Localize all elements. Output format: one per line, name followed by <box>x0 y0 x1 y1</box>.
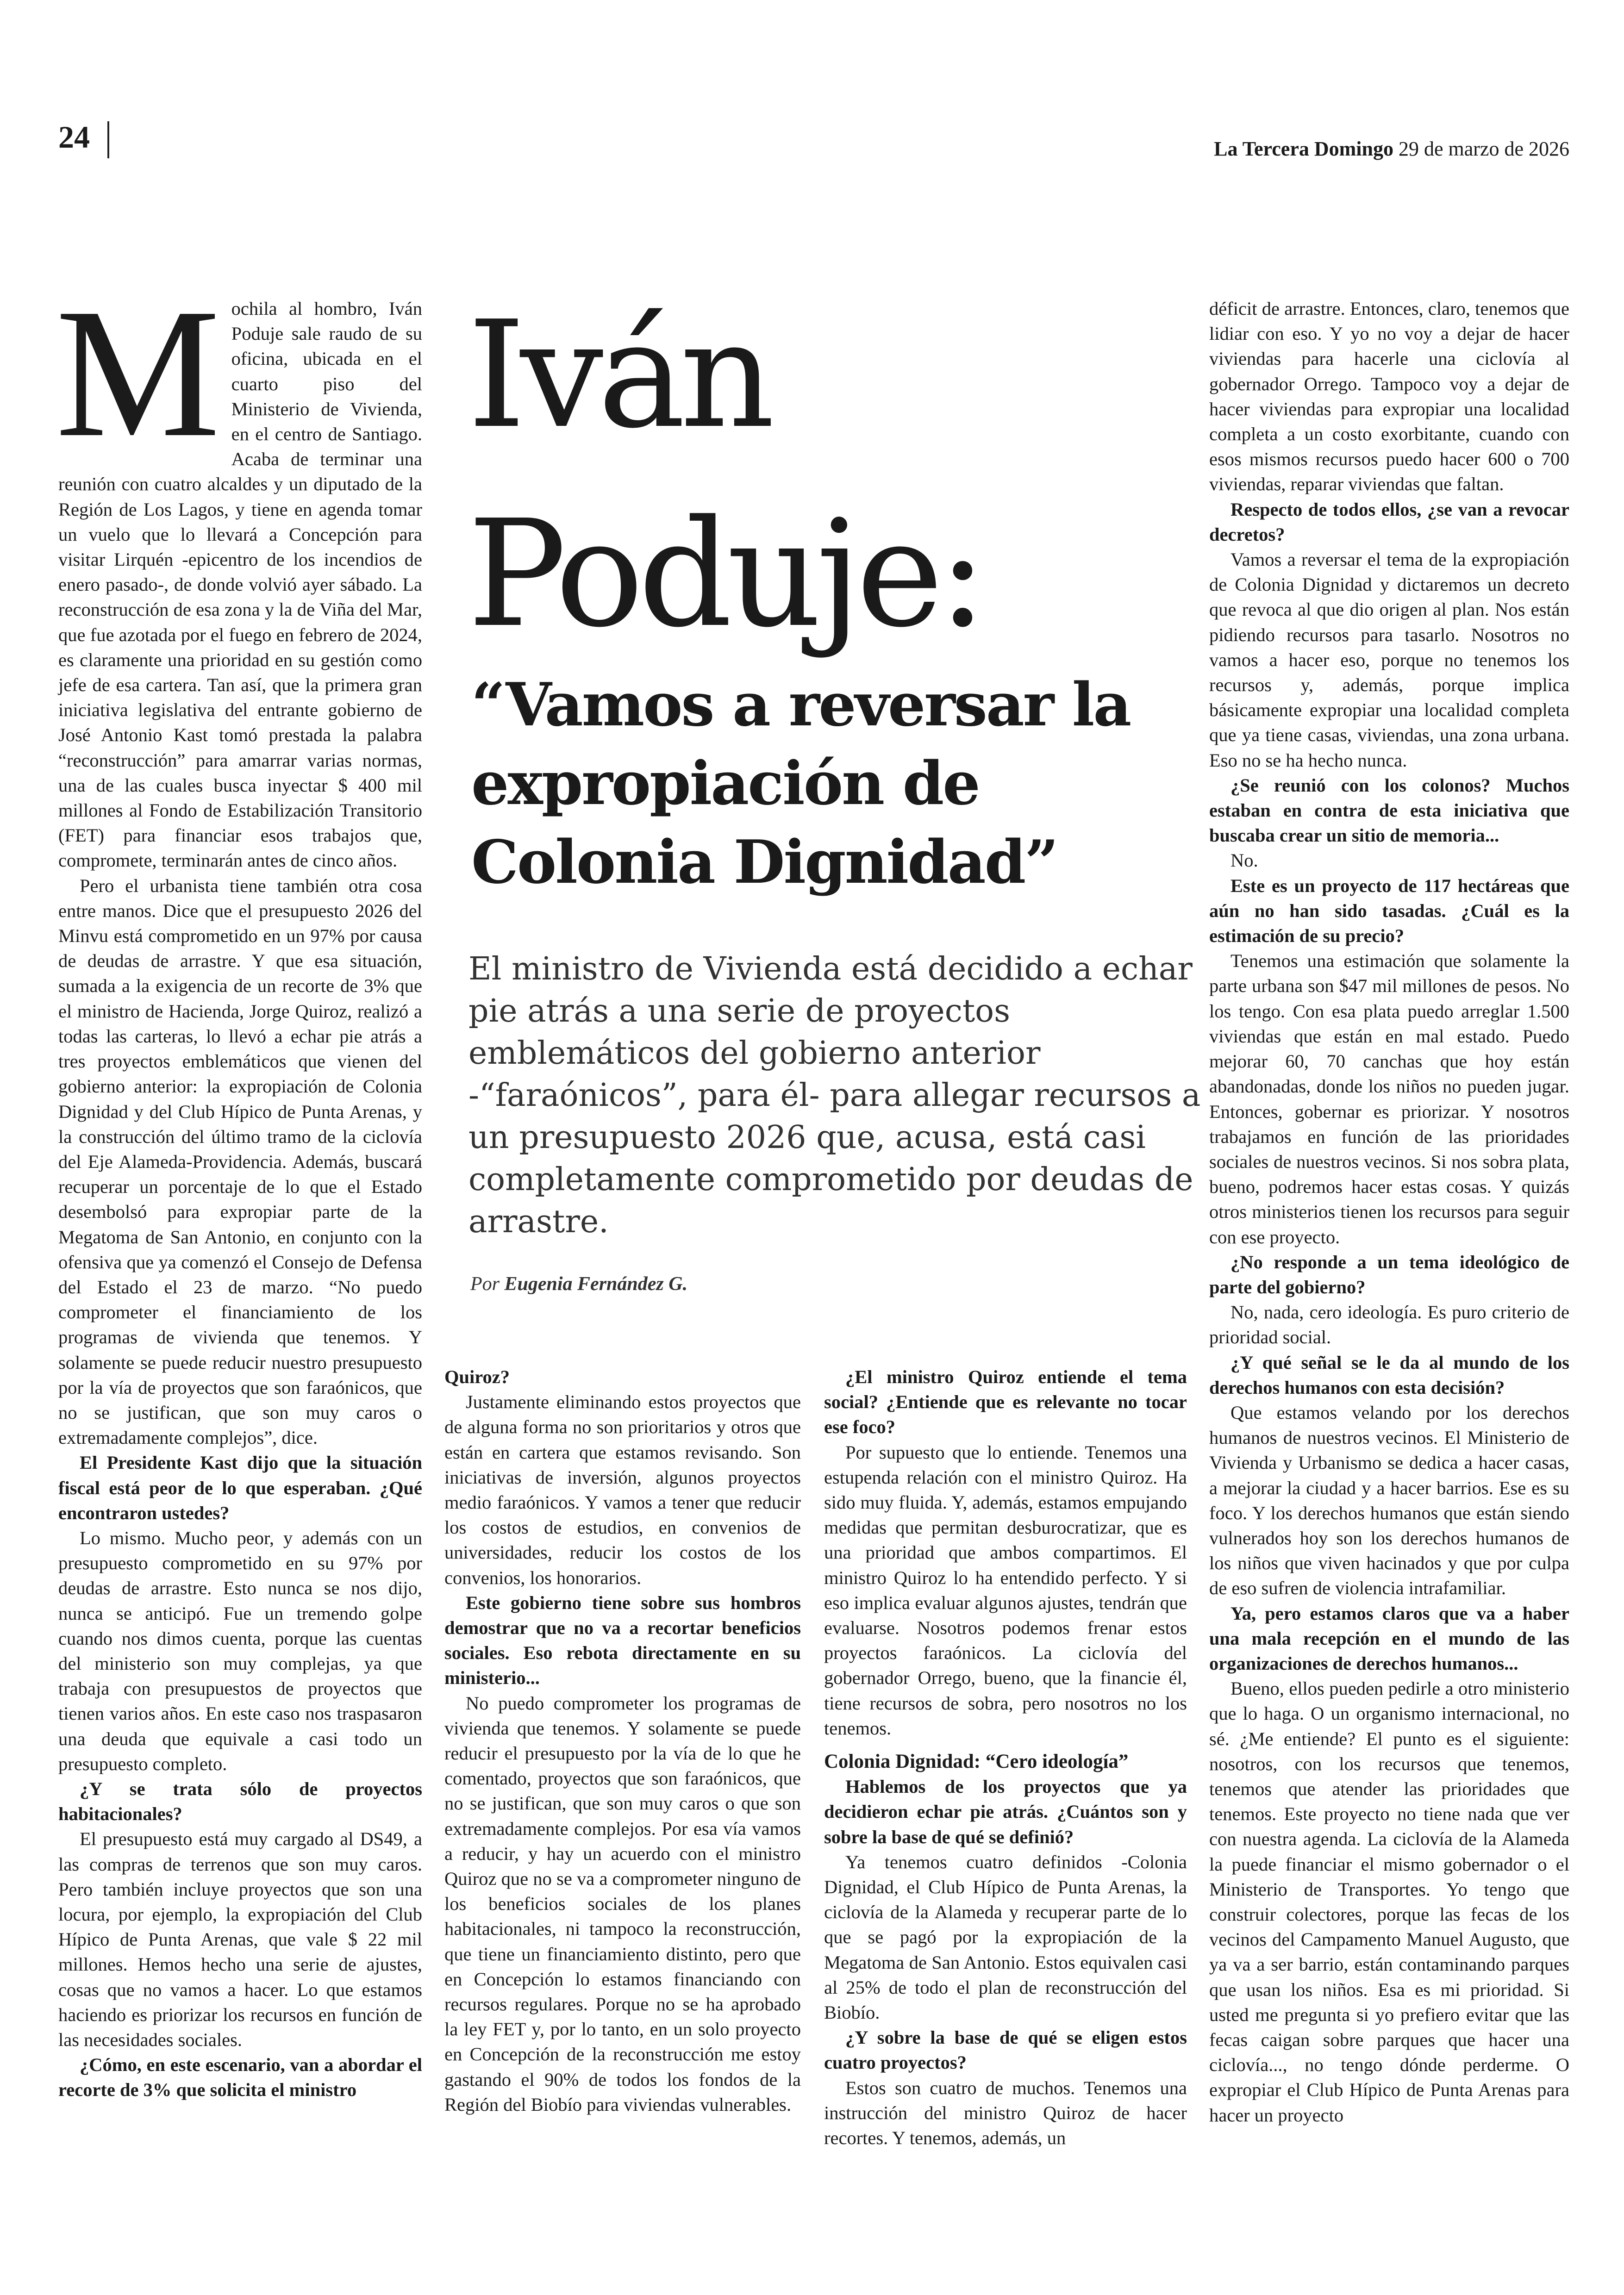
interview-answer: Por supuesto que lo entiende. Tenemos una estupenda relación con el ministro Quiroz. Ha sido muy fluida. Y, además, estamos empujando medidas que permitan desburocratizar, que es una prioridad que ambos compartimos. El ministro Quiroz lo ha entendido perfecto. Y si eso implica evaluar algunos ajustes, tendrán que evaluarse. Nosotros podemos frenar estos proyectos faraónicos. La ciclovía del gobernador Orrego, bueno, que la financie él, tiene recursos de sobra, pero nosotros no los tenemos. <box>824 1441 1187 1739</box>
interview-answer: No puedo comprometer los programas de vivienda que tenemos. Y solamente se puede reducir el presupuesto por la vía de lo que he comentado, proyectos que son faraónicos, que no se justifican, que son muy caros o que son extremadamente complejos. Por esa vía vamos a reducir, y hay un acuerdo con el ministro Quiroz que no se va a comprometer ninguno de los beneficios sociales de los planes habitacionales, ni tampoco la reconstrucción, que tiene un financiamiento distinto, pero que en Concepción lo estamos financiando con recursos regulares. Porque no se ha aprobado la ley FET y, por lo tanto, en un solo proyecto en Concepción de la reconstrucción me estoy gastando el 90% de todos los fondos de la Región del Biobío para viviendas vulnerables. <box>444 1692 801 2115</box>
interview-question: ¿Y se trata sólo de proyectos habitacionales? <box>58 1778 422 1825</box>
interview-question: Hablemos de los proyectos que ya decidieron echar pie atrás. ¿Cuántos son y sobre la base de qué se definió? <box>824 1776 1187 1847</box>
interview-question: ¿Cómo, en este escenario, van a abordar el recorte de 3% que solicita el ministro <box>58 2054 422 2101</box>
interview-question: Este es un proyecto de 117 hectáreas que aún no han sido tasadas. ¿Cuál es la estimación de su precio? <box>1209 875 1569 947</box>
interview-answer: No, nada, cero ideología. Es puro criterio de prioridad social. <box>1209 1302 1569 1348</box>
interview-question: ¿Se reunió con los colonos? Muchos estaban en contra de esta iniciativa que buscaba crear un sitio de memoria... <box>1209 774 1569 846</box>
byline <box>470 1273 687 1295</box>
header-dateline <box>1214 139 1569 159</box>
issue-date: 29 de marzo de 2026 <box>1399 137 1569 160</box>
interview-question: ¿Y qué señal se le da al mundo de los derechos humanos con esta decisión? <box>1209 1352 1569 1398</box>
interview-question: ¿Y sobre la base de qué se eligen estos cuatro proyectos? <box>824 2027 1187 2073</box>
interview-question-continued: Quiroz? <box>444 1366 510 1387</box>
drop-cap: M <box>56 270 220 475</box>
interview-question: El Presidente Kast dijo que la situación fiscal está peor de lo que esperaban. ¿Qué encontraron ustedes? <box>58 1452 422 1523</box>
section-subhead: Colonia Dignidad: “Cero ideología” <box>824 1751 1129 1773</box>
paragraph: Pero el urbanista tiene también otra cosa entre manos. Dice que el presupuesto 2026 del Minvu está comprometido en un 97% por causa de deudas de arrastre. Y que esa situación, sumada a la exigencia de un recorte de 3% que el ministro de Hacienda, Jorge Quiroz, realizó a todas las carteras, lo llevó a echar pie atrás a tres proyectos emblemáticos que vienen del gobierno anterior: la expropiación de Colonia Dignidad y del Club Hípico de Punta Arenas, y la construcción del último tramo de la ciclovía del Eje Alameda-Providencia. Además, buscará recuperar un porcentaje de lo que el Estado desembolsó para expropiar parte de la Megatoma de San Antonio, en conjunto con la ofensiva que ya comenzó el Consejo de Defensa del Estado el 23 de marzo. “No puedo comprometer el financiamiento de los programas de vivienda que tenemos. Y solamente se puede reducir nuestro presupuesto por la vía de proyectos que son faraónicos, que no se justifican, que son muy caros o extremadamente complejos”, dice. <box>58 875 422 1448</box>
byline-prefix: Por <box>470 1273 500 1295</box>
interview-answer: Justamente eliminando estos proyectos que de alguna forma no son prioritarios y otros que están en cartera que estamos revisando. Son iniciativas de inversión, algunos proyectos medio faraónicos. Y vamos a tener que reducir los costos de estudios, en convenios de universidades, reducir los costos de los convenios, los honorarios. <box>444 1391 801 1588</box>
interview-answer: El presupuesto está muy cargado al DS49, a las compras de terrenos que son muy caros. Pero también incluye proyectos que son una locura, por ejemplo, la expropiación del Club Hípico de Punta Arenas, que vale $ 22 mil millones. Hemos hecho una serie de ajustes, cosas que no vamos a hacer. Lo que estamos haciendo es priorizar los recursos en función de las necesidades sociales. <box>58 1828 422 2051</box>
column-1 <box>56 270 422 2103</box>
interview-answer: Ya tenemos cuatro definidos -Colonia Dignidad, el Club Hípico de Punta Arenas, la ciclovía de la Alameda y recuperar parte de lo que se pagó por la expropiación de la Megatoma de San Antonio. Estos equivalen casi al 25% de todo el plan de reconstrucción del Biobío. <box>824 1851 1187 2023</box>
article-deck: El ministro de Vivienda está decidido a echar pie atrás a una serie de proyectos emblemáticos del gobierno anterior -“faraónicos”, para él- para allegar recursos a un presupuesto 2026 que, acusa, está casi completamente comprometido por deudas de arrastre. <box>468 951 1201 1240</box>
interview-answer: No. <box>1230 850 1258 871</box>
interview-question: Este gobierno tiene sobre sus hombros demostrar que no va a recortar beneficios sociales. Eso rebota directamente en su ministerio... <box>444 1592 801 1689</box>
byline-author: Eugenia Fernández G. <box>504 1273 688 1295</box>
column-4 <box>1209 296 1569 2128</box>
interview-question: Ya, pero estamos claros que va a haber una mala recepción en el mundo de las organizaciones de derechos humanos... <box>1209 1603 1569 1674</box>
interview-answer: Vamos a reversar el tema de la expropiación de Colonia Dignidad y dictaremos un decreto que revoca al que dio origen al plan. Nos están pidiendo recursos para tasarlo. Nosotros no vamos a hacer eso, porque no tenemos los recursos y, además, porque implica básicamente expropiar una localidad completa que ya tiene casas, viviendas, una zona urbana. Eso no se ha hecho nunca. <box>1209 549 1569 771</box>
article-headline: “Vamos a reversar la expropiación de Colonia Dignidad” <box>471 670 1131 897</box>
title-last-name: Poduje: <box>468 488 982 660</box>
header-divider <box>107 121 109 158</box>
column-3 <box>824 1365 1187 2151</box>
column-2 <box>444 1365 801 2117</box>
interview-question: Respecto de todos ellos, ¿se van a revocar decretos? <box>1209 499 1569 545</box>
interview-question: ¿No responde a un tema ideológico de parte del gobierno? <box>1209 1251 1569 1297</box>
interview-answer-continued: déficit de arrastre. Entonces, claro, tenemos que lidiar con eso. Y yo no voy a dejar de hacer viviendas para hacerle una ciclovía al gobernador Orrego. Tampoco voy a dejar de hacer viviendas para expropiar una localidad completa a un costo exorbitante, cuando con esos mismos recursos puedo hacer 600 o 700 viviendas, reparar viviendas que faltan. <box>1209 298 1569 495</box>
interview-answer: Bueno, ellos pueden pedirle a otro ministerio que lo haga. O un organismo internacional, no sé. ¿Me entiende? El punto es el siguiente: nosotros, con los recursos que tenemos, tenemos que atender las prioridades que tenemos. Este proyecto no tiene nada que ver con nuestra agenda. La ciclovía de la Alameda la puede financiar el mismo gobernador o el Ministerio de Transportes. Yo tengo que construir colectores, porque las fecas de los vecinos del Campamento Manuel Augusto, que ya va a ser barrio, están contaminando parques que usan los niños. Esa es mi prioridad. Si usted me pregunta si yo prefiero evitar que las fecas caigan sobre parques que hacer una ciclovía..., no tengo dónde perderme. O expropiar el Club Hípico de Punta Arenas para hacer un proyecto <box>1209 1678 1569 2126</box>
interview-answer: Tenemos una estimación que solamente la parte urbana son $47 mil millones de pesos. No los tengo. Con esa plata puedo arreglar 1.500 viviendas que están en mal estado. Puedo mejorar 60, 70 canchas que hoy están abandonadas, donde los niños no pueden jugar. Entonces, gobernar es priorizar. Y nosotros trabajamos en función de las prioridades sociales de nuestros vecinos. Si nos sobra plata, bueno, podremos hacer estas cosas. Y quizás otros ministerios tienen los recursos para seguir con ese proyecto. <box>1209 950 1569 1247</box>
paragraph: ochila al hombro, Iván Poduje sale raudo de su oficina, ubicada en el cuarto piso del Ministerio de Vivienda, en el centro de Santiago. Acaba de terminar una reunión con cuatro alcaldes y un diputado de la Región de Los Lagos, y tiene en agenda tomar un vuelo que lo llevará a Concepción para visitar Lirquén -epicentro de los incendios de enero pasado-, de donde volvió ayer sábado. La reconstrucción de esa zona y la de Viña del Mar, que fue azotada por el fuego en febrero de 2024, es claramente una prioridad en su gestión como jefe de esa cartera. Tan así, que la primera gran iniciativa legislativa del entrante gobierno de José Antonio Kast tomó prestada la palabra “reconstrucción” para amarrar varias normas, una de las cuales busca inyectar $ 400 mil millones al Fondo de Estabilización Transitorio (FET) para financiar esos trabajos que, compromete, terminarán antes de cinco años. <box>58 298 422 871</box>
page-number: 24 <box>58 119 90 155</box>
title-first-name: Iván <box>468 289 769 461</box>
publication-name: La Tercera Domingo <box>1214 137 1393 160</box>
interview-answer: Lo mismo. Mucho peor, y además con un presupuesto comprometido en su 97% por deudas de arrastre. Esto nunca se nos dijo, nunca se anticipó. Fue un tremendo golpe cuando nos dimos cuenta, porque las cuentas del ministerio son muy complejas, ya que trabaja con presupuestos de proyectos que tienen varios años. En este caso nos traspasaron una deuda que equivale a casi todo un presupuesto completo. <box>58 1527 422 1774</box>
article-title <box>468 275 1190 674</box>
interview-question: ¿El ministro Quiroz entiende el tema social? ¿Entiende que es relevante no tocar ese foco? <box>824 1366 1187 1438</box>
interview-answer: Estos son cuatro de muchos. Tenemos una instrucción del ministro Quiroz de hacer recortes. Y tenemos, además, un <box>824 2077 1187 2149</box>
interview-answer: Que estamos velando por los derechos humanos de nuestros vecinos. El Ministerio de Vivienda y Urbanismo se dedica a hacer casas, a mejorar la ciudad y a hacer barrios. Ese es su foco. Y los derechos humanos que están siendo vulnerados hoy son los derechos humanos de los niños que viven hacinados y que por culpa de eso sufren de violencia intrafamiliar. <box>1209 1402 1569 1599</box>
